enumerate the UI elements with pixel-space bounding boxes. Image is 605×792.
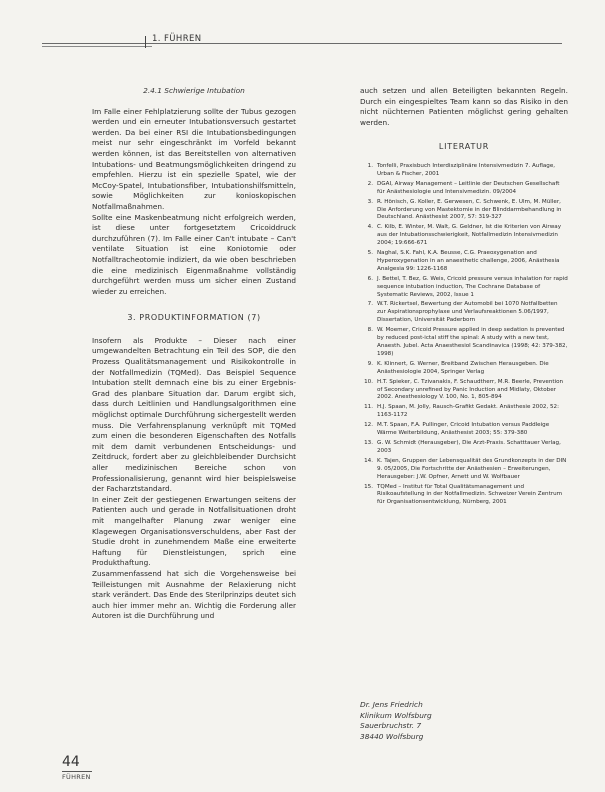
reference-item: 14. K. Tajen, Gruppen der Lebensqualität des Grundkonzepts in der DIN 9. 05/2005, Die Fortschritte der Anästhesien – Erweiterungen, Herausgeber: J.W. Opfner, Arnett und W. Wolfbauer [364, 457, 567, 480]
page-number: 44 [62, 754, 80, 770]
reference-item: 13. G. W. Schmidt (Herausgeber), Die Arzt-Praxis. Schatttauer Verlag, 2003 [364, 439, 561, 454]
paragraph: Zusammenfassend hat sich die Vorgehensweise bei Teilleistungen mit Ausnahme der Relaxierung nicht stark verändert. Das Ende des Sterilprinzips deutet sich auch hier immer mehr an. Wichtig die Forderung aller Autoren ist die Durchführung und [92, 568, 297, 621]
author-name: Dr. Jens Friedrich [360, 700, 423, 709]
author-city: 38440 Wolfsburg [360, 731, 424, 741]
reference-item: 4. C. Kilb, E. Winter, M. Walt, G. Geldner, Ist die Kriterien von Airway aus der Intubationsschwierigkeit, Notfallmedizin Intensivmedizin 2004; 19:666-671 [367, 224, 562, 247]
header-rule-accent [42, 46, 152, 47]
running-header: 1. FÜHREN [152, 34, 202, 44]
paragraph: Insofern als Produkte – Dieser nach einer umgewandelten Betrachtung ein Teil des SOP, die den Prozess Qualitätsmanagement und Risikokontrolle in der Notfallmedizin (TQMed). Das Beispiel Sequence Intubation stellt demnach eine bis zu einer Ergebnis-Grad des planbare Situation dar. Darum ergibt sich, dass durch Leitlinien und Handlungsalgorithmen eine möglichst optimale Durchführung sichergestellt werden muss. Die Verfahrensplanung verknüpft mit TQMed zum einen die besonderen Eigenschaften des Notfalls mit dem damit verbundenen Entscheidungs- und Zeitdruck, fordert aber zu gleichbleibender Durchsicht aller medizinischen Bereiche schon von Professionalisierung, genannt wird hier beispielsweise der Facharztstandard. [92, 335, 296, 494]
paragraph: Sollte eine Maskenbeatmung nicht erfolgreich werden, ist diese unter fortgesetztem Cricoiddruck durchzuführen (7). Im Falle einer Can't intubate – Can't ventilate Situation ist eine Koniotomie oder Notfalltracheotomie indiziert, da wie oben beschrieben die eine medizinisch Eigenmaßnahme vollständig durchgeführt werden muss um sicher einen Zustand wieder zu erreichen. [92, 212, 296, 296]
author-address [360, 700, 432, 742]
reference-list [360, 163, 568, 507]
footer-rule [62, 771, 92, 772]
footer-label: FÜHREN [62, 773, 91, 781]
reference-item: 7. W.T. Rickertsel, Bewertung der Automobil bei 1070 Notfallbetten zur Aspirationsprophylaxe und Verlaufsreaktionen 5.06/1997, Dissertation, Universität Paderborn [367, 301, 558, 324]
reference-item: 3. R. Hönisch, G. Koller, E. Gerwesen, C. Schwenk, E. Ulm, M. Müller, Die Anforderung von Mastektomie in der Blinddarmbehandlung in Deutschland. Anästhesist 2007, 57: 319-327 [367, 198, 562, 221]
right-column [360, 86, 568, 509]
section-heading: 3. PRODUKTINFORMATION (7) [127, 313, 261, 323]
reference-item: 8. W. Moemer, Cricoid Pressure applied in deep sedation is prevented by reduced post-ictal stiff the spinal: A study with a new test, Anaesth. Jubel. Acta Anaesthesiol Scandinavica (1998; 42: 379-382, 1998) [367, 327, 568, 357]
subsection-heading: 2.4.1 Schwierige Intubation [143, 86, 245, 95]
literature-heading: LITERATUR [438, 142, 490, 152]
reference-item: 5. Naghal, S.K. Fahl, K.A. Beusse, C.G. Praeoxygenation and Hyperoxygenation in an anaesthetic challenge, 2006, Anästhesia Analgesia 99: 1226-1168 [367, 250, 560, 272]
paragraph: auch setzen und allen Beteiligten bekannten Regeln. Durch ein eingespieltes Team kann so das Risiko in den nicht nüchternen Patienten möglichst gering gehalten werden. [360, 86, 568, 127]
reference-item: 10. H.T. Spieker, C. Tzivanakis, F. Schaudtherr, M.R. Beerle, Prevention of Secondary unrefined by Panic Induction and Midlaty, Oktober 2002. Anesthesiology V. 100, No. 1, 805-894 [364, 378, 564, 401]
reference-item: 15. TQMed – Institut für Total Qualitätsmanagement und Risikoaufstellung in der Notfallmedizin. Schweizer Verein Zentrum für Organisationsentwicklung, Nürnberg, 2001 [364, 483, 563, 506]
reference-item: 11. H.J. Spaan, M. Jolly, Rausch-Grafikt Gedakt. Anästhesie 2002, 52: 1163-1172 [364, 404, 559, 419]
reference-item: 6. J. Bettel, T. Bez, G. Weis, Cricoid pressure versus inhalation for rapid sequence intubation induction, The Cochrane Database of Systematic Reviews, 2002, Issue 1 [367, 275, 568, 298]
reference-item: 9. K. Klinnert, G. Werner, Breitband Zwischen Herausgeben. Die Anästhesiologie 2004, Springer Verlag [367, 360, 549, 375]
author-street: Sauerbruchstr. 7 [360, 721, 422, 731]
reference-item: 12. M.T. Spaan, F.A. Pullinger, Cricoid Intubation versus Paddleige Wärme Weiterbildung, Anästhesist 2003; 55: 379-380 [364, 422, 550, 437]
header-divider [145, 36, 146, 48]
paragraph: Im Falle einer Fehlplatzierung sollte der Tubus gezogen werden und ein erneuter Intubationsversuch gestartet werden. Da bei einer RSI die Intubationsbedingungen meist nur sehr eingeschränkt im Vorfeld bekannt werden können, ist das Bereitstellen von alternativen Intubations- und Beatmungsmöglichkeiten dringend zu empfehlen. Hierzu ist ein spezielle Spatel, wie der McCoy-Spatel, Intubationsfiber, Intubationshilfsmitteln, sowie Möglichkeiten zur konioskopischen Notfallmaßnahmen. [92, 106, 296, 211]
left-column [92, 86, 296, 622]
header-rule [42, 43, 562, 44]
author-institution: Klinikum Wolfsburg [360, 710, 432, 720]
reference-item: 1. Tonfelli, Praxisbuch Interdisziplinäre Intensivmedizin 7. Auflage, Urban & Fischer, 2001 [367, 162, 556, 177]
paragraph: In einer Zeit der gestiegenen Erwartungen seitens der Patienten auch und gerade in Notfallsituationen droht mit mangelhafter Planung zwar weniger eine Klagewegen Organisationsverschuldens, aber Fast der Studie droht in zunehmendem Maße eine erweiterte Haftung für Dienstleistungen, sprich eine Produkthaftung. [92, 494, 296, 568]
reference-item: 2. DGAI, Airway Management – Leitlinie der Deutschen Gesellschaft für Anästhesiologie und Intensivmedizin. 09/2004 [367, 180, 560, 195]
